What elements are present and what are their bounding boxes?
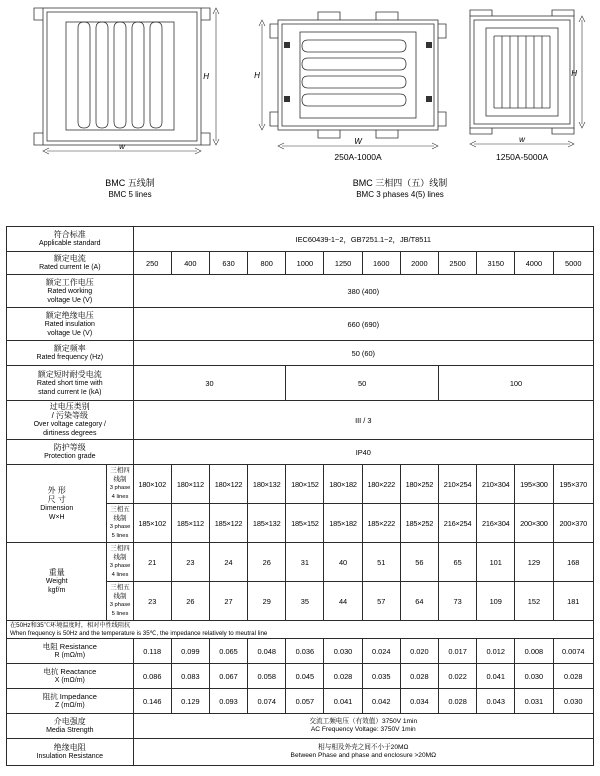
rated-current-cell: 4000 [515, 252, 553, 275]
weight-sub-5line [107, 582, 133, 621]
impedance-cell: 0.146 [133, 689, 171, 714]
value-insulation-resistance [133, 739, 593, 766]
resistance-cell: 0.012 [477, 639, 515, 664]
impedance-note [7, 621, 594, 639]
weight-cell: 101 [477, 543, 515, 582]
reactance-cell: 0.041 [477, 664, 515, 689]
weight-cell: 27 [209, 582, 247, 621]
label-en: Protection grade [44, 453, 96, 460]
label-cn2: / 污染等级 [51, 411, 89, 420]
left-w-label: w [119, 142, 125, 151]
value-applicable-standard: IEC60439-1~2，GB7251.1~2，JB/T8511 [133, 227, 593, 252]
value-rated-frequency: 50 (60) [133, 341, 593, 366]
impedance-cell: 0.043 [477, 689, 515, 714]
value-protection-grade: IP40 [133, 440, 593, 465]
weight-cell: 168 [553, 543, 594, 582]
impedance-cell: 0.074 [248, 689, 286, 714]
resistance-cell: 0.048 [248, 639, 286, 664]
label-cn: 绝缘电阻 [53, 743, 86, 753]
weight-cell: 31 [286, 543, 324, 582]
weight-cell: 129 [515, 543, 553, 582]
dimension-cell: 185×182 [324, 504, 362, 543]
rated-current-cell: 400 [171, 252, 209, 275]
reactance-cell: 0.045 [286, 664, 324, 689]
resistance-cell: 0.065 [209, 639, 247, 664]
sub-cn: 三相五线制 [110, 584, 130, 600]
sub-en: 3 phase 4 lines [109, 485, 131, 500]
resistance-cell: 0.017 [438, 639, 476, 664]
row-label-rated-frequency [7, 341, 134, 366]
dimension-cell: 185×152 [286, 504, 324, 543]
middle-model-label: 250A-1000A [334, 152, 382, 162]
table-row-weight-4line [7, 543, 594, 582]
label-en2: dirtiness degrees [43, 430, 97, 437]
dimension-cell: 180×222 [362, 465, 400, 504]
reactance-cell: 0.028 [553, 664, 594, 689]
table-row-dimension-4line [7, 465, 594, 504]
weight-cell: 73 [438, 582, 476, 621]
table-row-insulation-resistance [7, 739, 594, 766]
table-row-impedance-note [7, 621, 594, 639]
weight-cell: 64 [400, 582, 438, 621]
weight-cell: 35 [286, 582, 324, 621]
row-label-rated-working-voltage [7, 275, 134, 308]
right-w-label: w [519, 135, 525, 144]
dimension-sub-4line [107, 465, 133, 504]
label-en: Rated insulation [44, 320, 95, 328]
rated-current-cell: 3150 [477, 252, 515, 275]
weight-cell: 109 [477, 582, 515, 621]
value-rated-insulation-voltage: 660 (690) [133, 308, 593, 341]
row-label-rated-insulation-voltage [7, 308, 134, 341]
row-label-protection-grade [7, 440, 134, 465]
weight-cell: 57 [362, 582, 400, 621]
resistance-cell: 0.118 [133, 639, 171, 664]
reactance-cell: 0.030 [515, 664, 553, 689]
dimension-cell: 180×122 [209, 465, 247, 504]
dimension-cell: 185×102 [133, 504, 171, 543]
dimension-cell: 185×222 [362, 504, 400, 543]
weight-cell: 56 [400, 543, 438, 582]
label-en: Rated short time with [36, 379, 103, 387]
dimension-cell: 180×182 [324, 465, 362, 504]
label-en: X (mΩ/m) [54, 677, 85, 685]
resistance-cell: 0.036 [286, 639, 324, 664]
media-strength-en: AC Frequency Voltage: 3750V 1min [310, 726, 416, 734]
label-en: Insulation Resistance [36, 753, 104, 761]
label-en: Rated frequency (Hz) [36, 354, 104, 361]
label-cn: 额定短时耐受电流 [37, 369, 102, 379]
weight-cell: 26 [171, 582, 209, 621]
sub-en: 3 phase 5 lines [109, 602, 131, 617]
sub-cn: 三相五线制 [110, 506, 130, 522]
impedance-cell: 0.057 [286, 689, 324, 714]
row-label-over-voltage [7, 401, 134, 440]
dimension-cell: 200×370 [553, 504, 594, 543]
weight-cell: 23 [133, 582, 171, 621]
row-label-dimension [7, 465, 107, 543]
insulation-resistance-cn: 相与相及外壳之间不小于20MΩ [318, 744, 409, 752]
insulation-resistance-en: Between Phase and phase and enclosure >20MΩ [290, 752, 437, 760]
dimension-cell: 185×112 [171, 504, 209, 543]
reactance-cell: 0.083 [171, 664, 209, 689]
table-row-rated-current [7, 252, 594, 275]
left-caption-en: BMC 5 lines [108, 190, 152, 199]
table-row-rated-insulation-voltage [7, 308, 594, 341]
resistance-cell: 0.020 [400, 639, 438, 664]
table-row-protection-grade [7, 440, 594, 465]
label-cn: 过电压类别 [49, 402, 90, 411]
rated-current-cell: 250 [133, 252, 171, 275]
resistance-cell: 0.0074 [553, 639, 594, 664]
impedance-cell: 0.042 [362, 689, 400, 714]
sub-en: 3 phase 4 lines [109, 563, 131, 578]
weight-cell: 23 [171, 543, 209, 582]
weight-cell: 24 [209, 543, 247, 582]
value-media-strength [133, 714, 593, 739]
rated-current-cell: 1000 [286, 252, 324, 275]
impedance-cell: 0.034 [400, 689, 438, 714]
row-label-reactance [7, 664, 134, 689]
weight-cell: 181 [553, 582, 594, 621]
dimension-cell: 200×300 [515, 504, 553, 543]
dimension-cell: 216×254 [438, 504, 476, 543]
sub-cn: 三相四线制 [110, 467, 130, 483]
bmc-3phase-diagram [248, 8, 468, 150]
label-en2: kgf/m [48, 587, 66, 594]
rated-current-cell: 630 [209, 252, 247, 275]
diagram-area [0, 0, 600, 222]
middle-caption-en: BMC 3 phases 4(5) lines [356, 190, 444, 199]
rated-current-cell: 5000 [553, 252, 594, 275]
dimension-cell: 195×300 [515, 465, 553, 504]
rated-current-cell: 800 [248, 252, 286, 275]
reactance-cell: 0.067 [209, 664, 247, 689]
left-caption-cn: BMC 五线制 [105, 178, 155, 188]
label-en: Z (mΩ/m) [54, 702, 85, 710]
dimension-cell: 185×252 [400, 504, 438, 543]
short-time-current-cell: 50 [286, 366, 439, 401]
reactance-cell: 0.035 [362, 664, 400, 689]
table-row-over-voltage [7, 401, 594, 440]
weight-cell: 65 [438, 543, 476, 582]
weight-cell: 21 [133, 543, 171, 582]
dimension-cell: 195×370 [553, 465, 594, 504]
label-cn: 电阻 Resistance [42, 642, 97, 652]
label-cn: 外 形 [47, 485, 66, 495]
label-cn: 电抗 Reactance [43, 667, 97, 677]
resistance-cell: 0.008 [515, 639, 553, 664]
right-h-label: H [571, 69, 577, 78]
label-en: Rated current Ie (A) [39, 264, 101, 271]
value-rated-working-voltage: 380 (400) [133, 275, 593, 308]
row-label-impedance [7, 689, 134, 714]
sub-en: 3 phase 5 lines [109, 524, 131, 539]
label-cn: 介电强度 [53, 717, 86, 727]
table-row-rated-working-voltage [7, 275, 594, 308]
bmc-5-lines-diagram [30, 4, 230, 156]
weight-cell: 152 [515, 582, 553, 621]
reactance-cell: 0.028 [324, 664, 362, 689]
label-en: Media Strength [46, 727, 94, 735]
weight-cell: 44 [324, 582, 362, 621]
value-over-voltage: III / 3 [133, 401, 593, 440]
row-label-short-time-current [7, 366, 134, 401]
impedance-cell: 0.041 [324, 689, 362, 714]
label-en: Over voltage category / [33, 421, 106, 428]
label-en: Applicable standard [39, 240, 101, 247]
label-cn: 防护等级 [53, 443, 86, 452]
left-h-label: H [203, 72, 209, 81]
label-cn: 重量 [48, 568, 65, 577]
reactance-cell: 0.086 [133, 664, 171, 689]
label-en: Weight [45, 578, 68, 585]
mid-w-label: W [354, 137, 362, 146]
resistance-cell: 0.030 [324, 639, 362, 664]
row-label-resistance [7, 639, 134, 664]
row-label-applicable-standard [7, 227, 134, 252]
dimension-cell: 180×132 [248, 465, 286, 504]
row-label-weight [7, 543, 107, 621]
specification-table [6, 226, 594, 766]
row-label-rated-current [7, 252, 134, 275]
dimension-cell: 180×152 [286, 465, 324, 504]
dimension-sub-5line [107, 504, 133, 543]
label-en: Dimension [40, 504, 74, 512]
label-en2: voltage Ue (V) [47, 329, 93, 337]
dimension-cell: 185×132 [248, 504, 286, 543]
short-time-current-cell: 30 [133, 366, 286, 401]
label-cn: 额定绝缘电压 [45, 310, 94, 320]
dimension-cell: 210×254 [438, 465, 476, 504]
weight-cell: 29 [248, 582, 286, 621]
impedance-cell: 0.093 [209, 689, 247, 714]
reactance-cell: 0.058 [248, 664, 286, 689]
dimension-cell: 210×304 [477, 465, 515, 504]
label-cn: 额定电流 [53, 254, 86, 263]
dimension-cell: 180×102 [133, 465, 171, 504]
impedance-cell: 0.129 [171, 689, 209, 714]
label-en2: stand current Ie (kA) [38, 388, 102, 396]
short-time-current-cell: 100 [438, 366, 593, 401]
resistance-cell: 0.024 [362, 639, 400, 664]
table-row-resistance [7, 639, 594, 664]
reactance-cell: 0.028 [400, 664, 438, 689]
label-cn: 符合标准 [53, 230, 86, 239]
label-cn: 阻抗 Impedance [42, 692, 97, 702]
table-row-rated-frequency [7, 341, 594, 366]
impedance-cell: 0.031 [515, 689, 553, 714]
label-en: R (mΩ/m) [54, 652, 86, 660]
dimension-cell: 185×122 [209, 504, 247, 543]
media-strength-cn: 交流工频电压（有效值）3750V 1min [309, 718, 418, 726]
resistance-cell: 0.099 [171, 639, 209, 664]
table-row-media-strength [7, 714, 594, 739]
row-label-insulation-resistance [7, 739, 134, 766]
label-en2: voltage Ue (V) [47, 296, 93, 304]
rated-current-cell: 1250 [324, 252, 362, 275]
weight-cell: 40 [324, 543, 362, 582]
table-row-applicable-standard [7, 227, 594, 252]
rated-current-cell: 2500 [438, 252, 476, 275]
label-en: Rated working [47, 287, 93, 295]
label-en3: W×H [48, 513, 65, 521]
label-cn: 额定频率 [53, 344, 86, 353]
dimension-cell: 216×304 [477, 504, 515, 543]
rated-current-cell: 1600 [362, 252, 400, 275]
impedance-cell: 0.028 [438, 689, 476, 714]
sub-cn: 三相四线制 [110, 545, 130, 561]
label-cn2: 尺 寸 [47, 494, 66, 504]
weight-cell: 26 [248, 543, 286, 582]
dimension-cell: 180×112 [171, 465, 209, 504]
table-row-reactance [7, 664, 594, 689]
mid-h-label: H [254, 71, 260, 80]
table-row-impedance [7, 689, 594, 714]
weight-cell: 51 [362, 543, 400, 582]
rated-current-cell: 2000 [400, 252, 438, 275]
impedance-note-en: When frequency is 50Hz and the temperature is 35℃, the impedance relatively to meutral line [10, 629, 268, 637]
bmc-1250-5000-diagram [452, 8, 592, 150]
reactance-cell: 0.022 [438, 664, 476, 689]
middle-caption-cn: BMC 三相四（五）线制 [352, 178, 448, 188]
label-cn: 额定工作电压 [45, 277, 94, 287]
weight-sub-4line [107, 543, 133, 582]
dimension-cell: 180×252 [400, 465, 438, 504]
right-model-label: 1250A-5000A [496, 152, 548, 162]
impedance-note-cn: 在50Hz和35℃环境温度时，相对中性线阻抗 [10, 622, 131, 629]
row-label-media-strength [7, 714, 134, 739]
table-row-short-time-current [7, 366, 594, 401]
impedance-cell: 0.030 [553, 689, 594, 714]
